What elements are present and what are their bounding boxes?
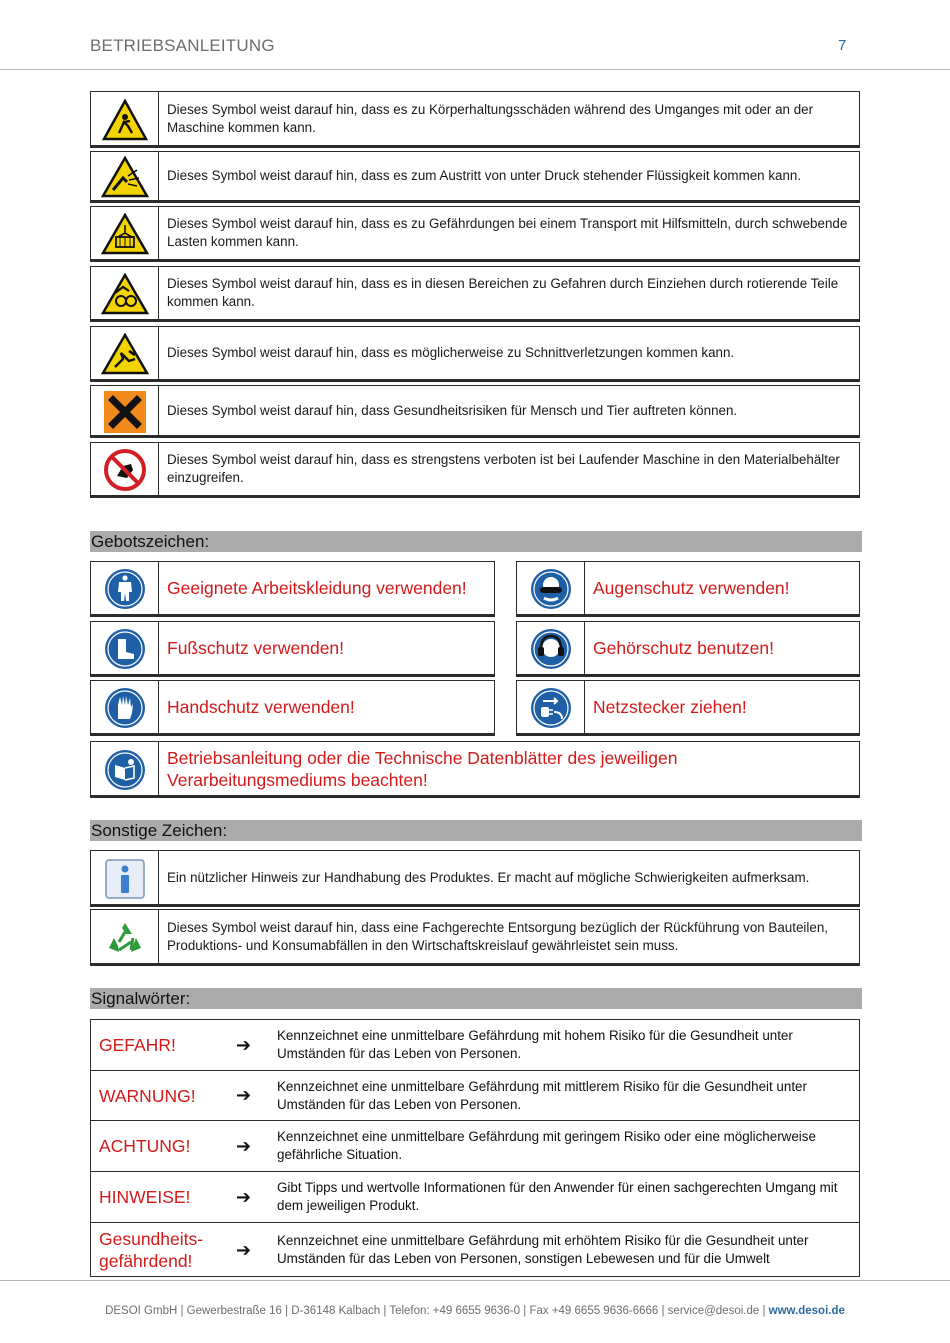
footer-contact: DESOI GmbH | Gewerbestraße 16 | D-36148 Kalbach | Telefon: +49 6655 9636-0 | Fax +49 6655 9636-6666 | service@desoi.de | xyxy=(105,1305,769,1317)
signal-description: Kennzeichnet eine unmittelbare Gefährdung mit geringem Risiko oder eine möglicherweise gefährliche Situation. xyxy=(277,1129,816,1162)
health-hazard-x-icon xyxy=(91,386,159,437)
signal-word: Gesundheits-gefährdend! xyxy=(99,1229,204,1271)
signal-row-warning xyxy=(91,1071,859,1121)
mandatory-foot xyxy=(90,621,495,677)
warning-row-health xyxy=(90,385,860,438)
document-title: BETRIEBSANLEITUNG xyxy=(90,36,275,55)
mandatory-text: Betriebsanleitung oder die Technische Datenblätter des jeweiligen Verarbeitungsmediums beachten! xyxy=(167,747,678,790)
warning-text: Dieses Symbol weist darauf hin, dass es strengstens verboten ist bei Laufender Maschine in den Materialbehälter einzugreifen. xyxy=(167,452,840,485)
page-header xyxy=(0,0,950,70)
mandatory-text: Augenschutz verwenden! xyxy=(593,578,790,598)
mandatory-text: Netzstecker ziehen! xyxy=(593,697,747,717)
section-heading-other: Sonstige Zeichen: xyxy=(90,820,862,841)
section-heading-mandatory: Gebotszeichen: xyxy=(90,531,862,552)
signal-words-table xyxy=(90,1019,860,1277)
warning-text: Dieses Symbol weist darauf hin, dass es möglicherweise zu Schnittverletzungen kommen kann. xyxy=(167,345,735,360)
cut-hazard-icon xyxy=(91,327,159,381)
other-text: Dieses Symbol weist darauf hin, dass eine Fachgerechte Entsorgung bezüglich der Rückführung von Bauteilen, Produktions- und Konsumabfällen in den Wirtschaftskreislauf gewährleistet sein muss. xyxy=(167,919,828,953)
foot-protection-icon xyxy=(91,622,159,676)
suspended-load-icon xyxy=(91,207,159,261)
warning-text: Dieses Symbol weist darauf hin, dass Gesundheitsrisiken für Mensch und Tier auftreten können. xyxy=(167,402,738,418)
warning-text: Dieses Symbol weist darauf hin, dass es in diesen Bereichen zu Gefahren durch Einziehen durch rotierende Teile kommen kann. xyxy=(167,276,839,309)
mandatory-text: Geeignete Arbeitskleidung verwenden! xyxy=(167,578,467,598)
arrow-right-icon: ➔ xyxy=(236,1034,252,1055)
page-number: 7 xyxy=(838,37,847,54)
warning-row-posture xyxy=(90,91,860,148)
signal-word: ACHTUNG! xyxy=(99,1136,191,1156)
signal-description: Kennzeichnet eine unmittelbare Gefährdung mit hohem Risiko für die Gesundheit unter Umständen für das Leben von Personen. xyxy=(277,1028,793,1061)
other-recycle xyxy=(90,909,860,966)
signal-word: WARNUNG! xyxy=(99,1085,196,1106)
warning-row-rotating xyxy=(90,266,860,322)
posture-hazard-icon xyxy=(91,92,159,147)
warning-row-cut xyxy=(90,326,860,382)
rotating-parts-icon xyxy=(91,267,159,321)
page-footer xyxy=(0,1305,950,1317)
info-icon xyxy=(91,851,159,906)
mandatory-manual xyxy=(90,741,860,798)
pressurized-liquid-icon xyxy=(91,152,159,202)
mandatory-text: Fußschutz verwenden! xyxy=(167,638,345,658)
hearing-protection-icon xyxy=(517,622,585,676)
other-text: Ein nützlicher Hinweis zur Handhabung des Produktes. Er macht auf mögliche Schwierigkeiten aufmerksam. xyxy=(167,869,810,885)
signal-word: GEFAHR! xyxy=(99,1035,176,1055)
arrow-right-icon: ➔ xyxy=(236,1186,252,1207)
protective-clothing-icon xyxy=(91,562,159,616)
footer-divider xyxy=(0,1280,950,1281)
section-heading-signal: Signalwörter: xyxy=(90,988,862,1009)
warning-text: Dieses Symbol weist darauf hin, dass es zum Austritt von unter Druck stehender Flüssigkeit kommen kann. xyxy=(167,168,802,183)
warning-row-prohibition xyxy=(90,442,860,498)
mandatory-text: Handschutz verwenden! xyxy=(167,697,355,717)
mandatory-clothing xyxy=(90,561,495,617)
signal-description: Kennzeichnet eine unmittelbare Gefährdung mit erhöhtem Risiko für die Gesundheit unter Umständen für das Leben von Personen, sonstigen Lebewesen und für die Umwelt xyxy=(277,1233,809,1266)
arrow-right-icon: ➔ xyxy=(236,1135,252,1156)
mandatory-text: Gehörschutz benutzen! xyxy=(593,638,774,658)
signal-description: Gibt Tipps und wertvolle Informationen für den Anwender für einen sachgerechten Umgang mit dem jeweiligen Produkt. xyxy=(277,1180,838,1213)
warning-text: Dieses Symbol weist darauf hin, dass es zu Körperhaltungsschäden während des Umganges mit oder an der Maschine kommen kann. xyxy=(167,101,814,135)
mandatory-plug xyxy=(516,680,860,736)
warning-text: Dieses Symbol weist darauf hin, dass es zu Gefährdungen bei einem Transport mit Hilfsmitteln, durch schwebende Lasten kommen kann. xyxy=(167,216,848,249)
arrow-right-icon: ➔ xyxy=(236,1239,252,1260)
arrow-right-icon: ➔ xyxy=(236,1085,252,1105)
signal-row-danger xyxy=(91,1020,859,1071)
no-reaching-in-icon xyxy=(91,443,159,497)
other-info xyxy=(90,850,860,907)
signal-row-notice xyxy=(91,1172,859,1223)
signal-row-caution xyxy=(91,1121,859,1172)
signal-row-health xyxy=(91,1223,859,1277)
read-manual-icon xyxy=(91,742,159,797)
signal-description: Kennzeichnet eine unmittelbare Gefährdung mit mittlerem Risiko für die Gesundheit unter Umständen für das Leben von Personen. xyxy=(277,1078,807,1112)
warning-row-pressure xyxy=(90,151,860,203)
hand-protection-icon xyxy=(91,681,159,735)
signal-word: HINWEISE! xyxy=(99,1187,191,1207)
footer-website-link[interactable]: www.desoi.de xyxy=(768,1305,845,1317)
unplug-icon xyxy=(517,681,585,735)
mandatory-eye xyxy=(516,561,860,617)
recycle-icon xyxy=(91,910,159,965)
mandatory-hearing xyxy=(516,621,860,677)
mandatory-hand xyxy=(90,680,495,736)
eye-protection-icon xyxy=(517,562,585,616)
warning-row-load xyxy=(90,206,860,262)
